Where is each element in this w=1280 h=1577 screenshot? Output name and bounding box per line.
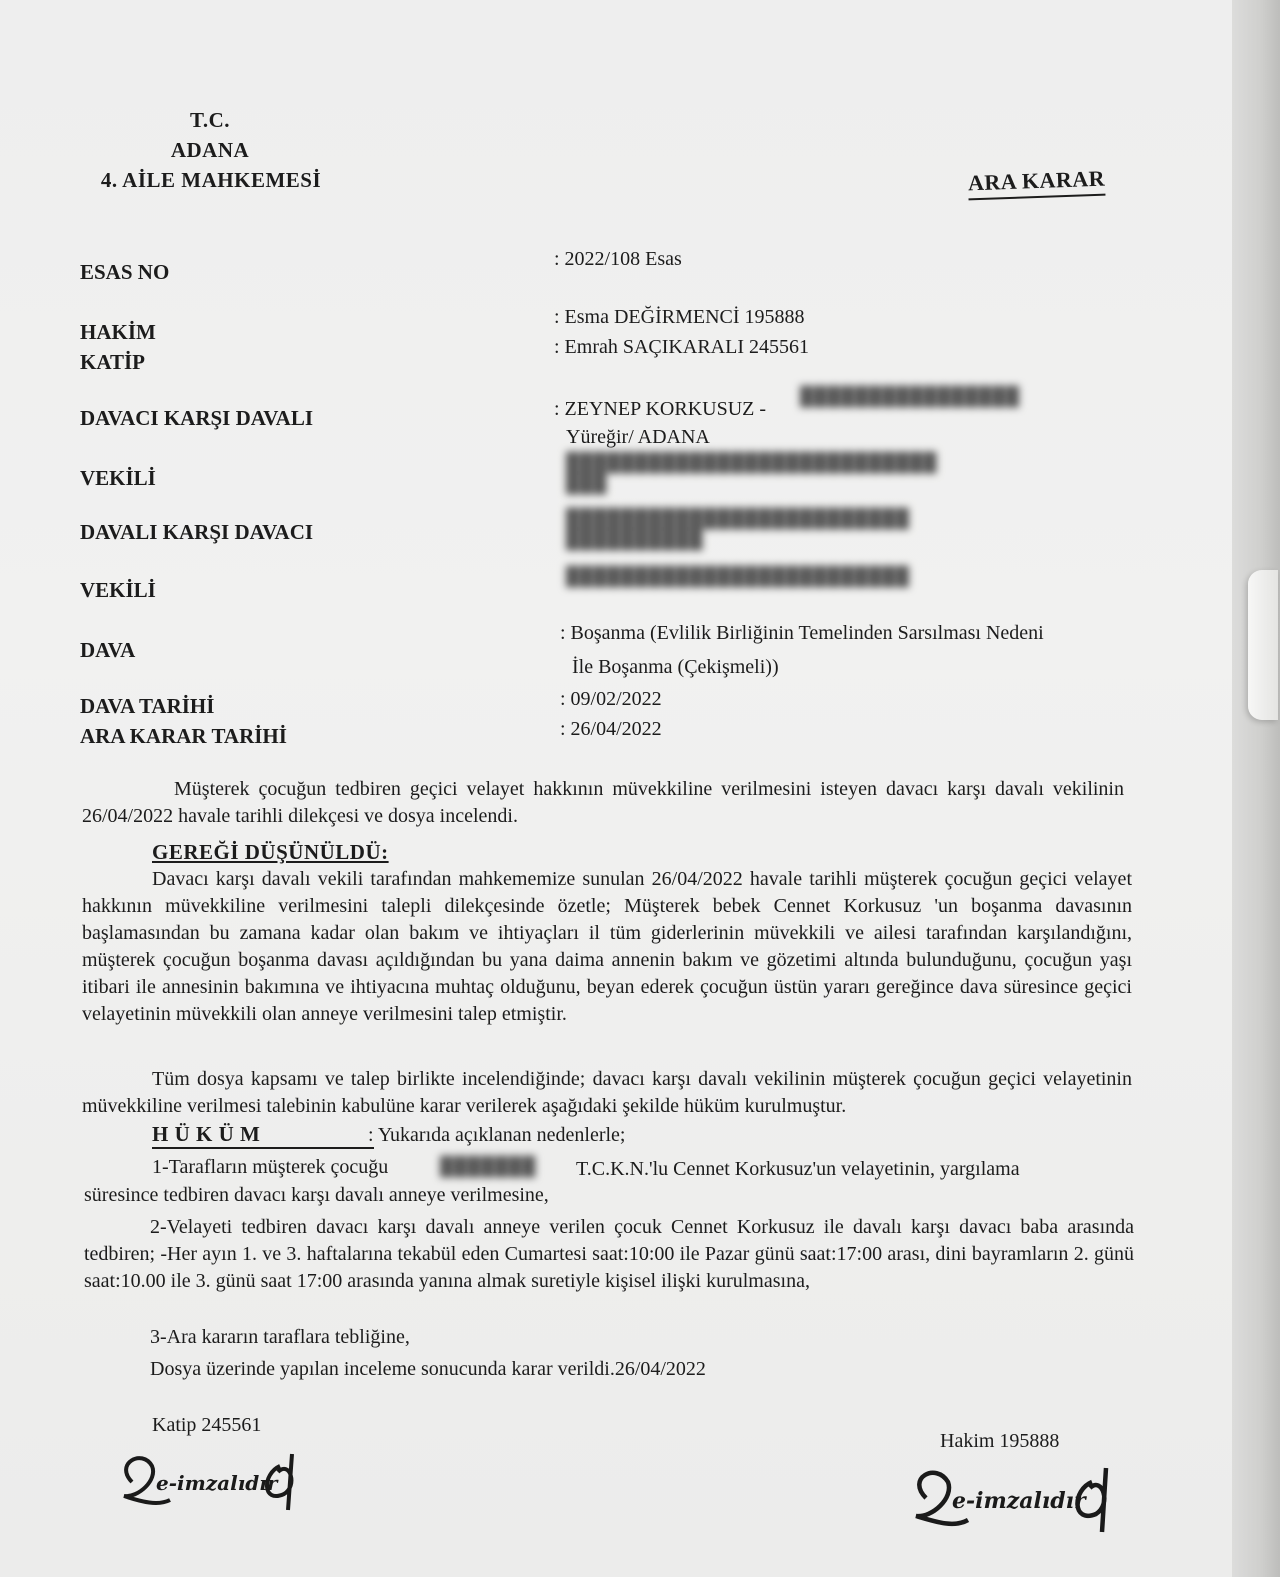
field-value-esas-no: : 2022/108 Esas [554, 248, 682, 270]
redacted-attorney-2: █████████████████████████ [566, 566, 910, 586]
field-label-katip: KATİP [80, 350, 145, 374]
field-label-defendant: DAVALI KARŞI DAVACI [80, 520, 314, 544]
paragraph-evaluation: Tüm dosya kapsamı ve talep birlikte incelendiğinde; davacı karşı davalı vekilinin müşterek çocuğun geçici velayetinin müvekkiline verilmesi talebinin kabulüne karar verilerek aşağıdaki şekilde hüküm kurulmuştur. [82, 1068, 1132, 1117]
considered-heading: GEREĞİ DÜŞÜNÜLDÜ: [152, 840, 389, 864]
field-label-attorney-1: VEKİLİ [80, 466, 156, 490]
field-value-case-date: : 09/02/2022 [560, 688, 662, 710]
field-label-plaintiff: DAVACI KARŞI DAVALI [80, 406, 314, 430]
document-title: ARA KARAR [968, 166, 1106, 201]
judge-signature-graphic [904, 1458, 1124, 1538]
header-court: 4. AİLE MAHKEMESİ [100, 168, 322, 192]
header-tc: T.C. [189, 108, 231, 132]
judge-label: Hakim 195888 [940, 1430, 1060, 1452]
clerk-e-signature-stamp [112, 1444, 312, 1514]
closing-line: Dosya üzerinde yapılan inceleme sonucunda karar verildi.26/04/2022 [150, 1358, 706, 1380]
field-label-case: DAVA [80, 638, 136, 662]
clerk-label: Katip 245561 [152, 1414, 262, 1436]
verdict-item-2: 2-Velayeti tedbiren davacı karşı davalı anneye verilen çocuk Cennet Korkusuz ile davalı karşı davacı baba arasında tedbiren; -Her ayın 1. ve 3. haftalarına tekabül eden Cumartesi saat:10:00 ile Pazar günü saat:17:00 arası, dini bayramların 2. günü saat:10.00 ile 3. günü saat 17:00 arasında yanına almak suretiyle kişisel ilişki kurulmasına, [84, 1216, 1134, 1292]
clerk-signature-graphic [112, 1444, 312, 1514]
field-label-attorney-2: VEKİLİ [80, 578, 156, 602]
field-value-case-2: İle Boşanma (Çekişmeli)) [572, 656, 779, 678]
redacted-tckn: ███████ [440, 1156, 537, 1176]
verdict-item-1-a: 1-Tarafların müşterek çocuğu [152, 1156, 389, 1178]
paragraph-request: Davacı karşı davalı vekili tarafından mahkememize sunulan 26/04/2022 havale tarihli müşterek çocuğun geçici velayet hakkının müvekkiline verilmesini talepli dilekçesinde özetle; Müşterek bebek Cennet Korkusuz 'un boşanma davasının başlamasından bu zamana kadar olan bakım ve ihtiyaçları il tüm giderlerinin müvekkili ve ailesi tarafından karşılandığını, müşterek çocuğun boşanma davası açıldığından bu yana daima annenin bakım ve gözetimi altında bulunduğunu, çocuğun yaşı itibari ile annesinin bakımına ve ihtiyacına muhtaç olduğunu, beyan ederek çocuğun üstün yararı gereğince dava süresince geçici velayetinin müvekkili olan anneye verilmesini talep etmiştir. [82, 868, 1132, 1025]
redacted-attorney-1: ███████████████████████████ ███ [566, 452, 938, 493]
field-label-decision-date: ARA KARAR TARİHİ [80, 724, 287, 748]
field-value-hakim: : Esma DEĞİRMENCİ 195888 [554, 306, 805, 328]
background-surface [1232, 0, 1280, 1577]
field-value-plaintiff: : ZEYNEP KORKUSUZ - [554, 398, 767, 420]
field-value-decision-date: : 26/04/2022 [560, 718, 662, 740]
intro-paragraph: Müşterek çocuğun tedbiren geçici velayet hakkının müvekkiline verilmesini isteyen davacı karşı davalı vekilinin 26/04/2022 havale tarihli dilekçesi ve dosya incelendi. [82, 778, 1124, 827]
redacted-address: ████████████████ [800, 386, 1021, 406]
field-value-case: : Boşanma (Evlilik Birliğinin Temelinden Sarsılması Nedeni [560, 622, 1044, 644]
header-city: ADANA [170, 138, 250, 162]
verdict-item-1-b: T.C.K.N.'lu Cennet Korkusuz'un velayetinin, yargılama [576, 1158, 1020, 1180]
svg-text:e-imzalıdır: e-imzalıdır [952, 1488, 1086, 1514]
verdict-heading: H Ü K Ü M [152, 1122, 374, 1149]
svg-text:e-imzalıdır: e-imzalıdır [156, 1471, 278, 1495]
field-value-plaintiff-city: Yüreğir/ ADANA [566, 426, 710, 448]
verdict-intro: : Yukarıda açıklanan nedenlerle; [368, 1124, 626, 1146]
verdict-item-1-c: süresince tedbiren davacı karşı davalı anneye verilmesine, [84, 1184, 549, 1206]
redacted-defendant: █████████████████████████ ██████████ [566, 508, 910, 549]
field-value-katip: : Emrah SAÇIKARALI 245561 [554, 336, 809, 358]
field-label-case-date: DAVA TARİHİ [80, 694, 215, 718]
judge-e-signature-stamp [904, 1458, 1124, 1538]
field-label-hakim: HAKİM [80, 320, 156, 344]
field-label-esas-no: ESAS NO [80, 260, 170, 284]
paper-clip [1248, 570, 1278, 720]
verdict-item-3: 3-Ara kararın taraflara tebliğine, [150, 1326, 410, 1348]
